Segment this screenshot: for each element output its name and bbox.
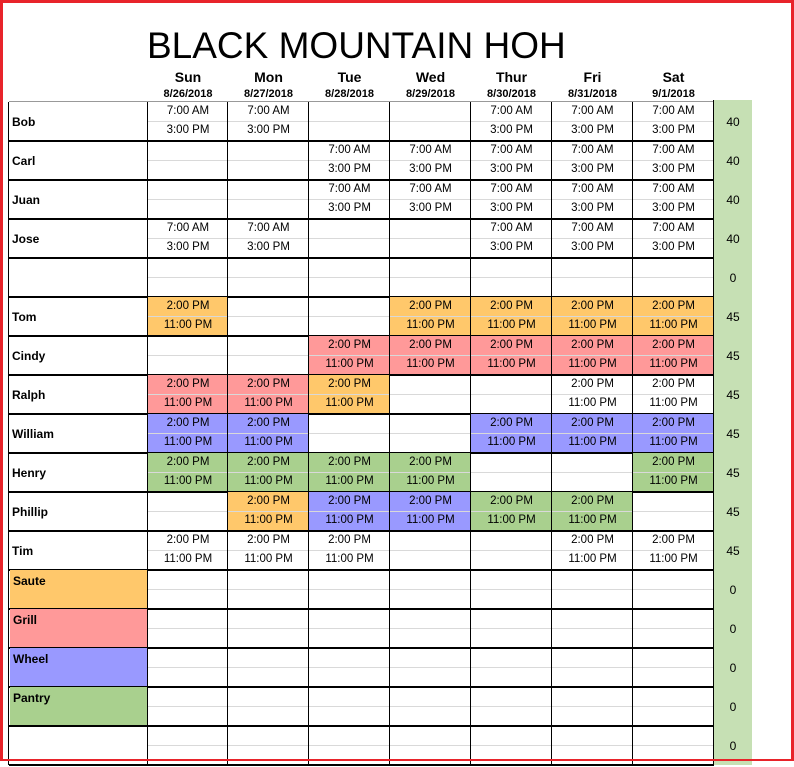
shift-start-time: 2:00 PM xyxy=(166,456,210,468)
employee-name-william[interactable]: William xyxy=(12,427,54,441)
shift-end-time: 11:00 PM xyxy=(163,436,213,448)
employee-name-phillip[interactable]: Phillip xyxy=(12,505,48,519)
shift-end-time: 11:00 PM xyxy=(244,553,293,565)
row-mid-gridline xyxy=(148,355,714,356)
shift-start-time: 2:00 PM xyxy=(247,417,290,429)
day-header-mon: Mon xyxy=(254,69,283,85)
shift-end-time: 3:00 PM xyxy=(166,124,210,136)
shift-end-time: 11:00 PM xyxy=(163,475,213,487)
day-header-fri: Fri xyxy=(583,69,602,85)
shift-start-time: 2:00 PM xyxy=(247,456,290,468)
column-gridline xyxy=(147,102,148,765)
shift-end-time: 11:00 PM xyxy=(244,436,293,448)
shift-end-time: 11:00 PM xyxy=(649,436,698,448)
shift-start-time: 7:00 AM xyxy=(328,183,371,195)
shift-end-time: 11:00 PM xyxy=(406,358,455,370)
employee-name-cindy[interactable]: Cindy xyxy=(12,349,46,363)
row-mid-gridline xyxy=(148,628,714,629)
row-mid-gridline xyxy=(148,472,714,473)
shift-end-time: 11:00 PM xyxy=(325,553,374,565)
day-date-mon: 8/27/2018 xyxy=(244,88,293,100)
shift-end-time: 3:00 PM xyxy=(490,241,533,253)
row-mid-gridline xyxy=(148,706,714,707)
column-gridline xyxy=(713,102,714,765)
shift-start-time: 2:00 PM xyxy=(652,339,695,351)
weekly-hours-total[interactable]: 0 xyxy=(714,648,752,687)
shift-end-time: 3:00 PM xyxy=(571,202,614,214)
shift-start-time: 2:00 PM xyxy=(490,300,533,312)
shift-start-time: 2:00 PM xyxy=(409,495,452,507)
shift-end-time: 3:00 PM xyxy=(409,202,452,214)
shift-start-time: 2:00 PM xyxy=(652,534,695,546)
shift-start-time: 2:00 PM xyxy=(247,534,290,546)
grid-top-line xyxy=(9,101,714,102)
shift-start-time: 7:00 AM xyxy=(652,183,695,195)
shift-end-time: 11:00 PM xyxy=(163,397,213,409)
shift-end-time: 3:00 PM xyxy=(571,163,614,175)
employee-name-carl[interactable]: Carl xyxy=(12,154,36,168)
shift-end-time: 11:00 PM xyxy=(163,319,213,331)
day-date-fri: 8/31/2018 xyxy=(568,88,617,100)
weekly-hours-total[interactable]: 45 xyxy=(714,531,752,570)
employee-name-henry[interactable]: Henry xyxy=(12,466,47,480)
shift-start-time: 7:00 AM xyxy=(409,183,452,195)
weekly-hours-total[interactable]: 0 xyxy=(714,687,752,726)
shift-end-time: 11:00 PM xyxy=(487,358,536,370)
day-date-sat: 9/1/2018 xyxy=(652,88,695,100)
day-header-sun: Sun xyxy=(174,69,202,85)
shift-start-time: 2:00 PM xyxy=(652,378,695,390)
shift-end-time: 3:00 PM xyxy=(490,124,533,136)
shift-start-time: 2:00 PM xyxy=(409,300,452,312)
shift-end-time: 11:00 PM xyxy=(487,514,536,526)
day-header-thur: Thur xyxy=(495,69,528,85)
weekly-hours-total[interactable]: 45 xyxy=(714,453,752,492)
shift-end-time: 11:00 PM xyxy=(163,553,213,565)
shift-start-time: 2:00 PM xyxy=(571,534,614,546)
weekly-hours-total[interactable]: 45 xyxy=(714,297,752,336)
row-mid-gridline xyxy=(148,745,714,746)
weekly-hours-total[interactable]: 45 xyxy=(714,336,752,375)
shift-start-time: 2:00 PM xyxy=(490,495,533,507)
shift-end-time: 3:00 PM xyxy=(166,241,210,253)
shift-end-time: 3:00 PM xyxy=(247,241,290,253)
row-mid-gridline xyxy=(148,550,714,551)
weekly-hours-total[interactable]: 45 xyxy=(714,375,752,414)
column-gridline xyxy=(8,102,9,765)
shift-end-time: 11:00 PM xyxy=(325,358,374,370)
shift-end-time: 3:00 PM xyxy=(571,241,614,253)
shift-start-time: 7:00 AM xyxy=(328,144,371,156)
shift-start-time: 2:00 PM xyxy=(490,339,533,351)
shift-start-time: 7:00 AM xyxy=(652,144,695,156)
employee-name-empty[interactable] xyxy=(9,726,148,765)
shift-start-time: 2:00 PM xyxy=(571,378,614,390)
weekly-hours-total[interactable]: 40 xyxy=(714,141,752,180)
row-mid-gridline xyxy=(148,199,714,200)
employee-name-juan[interactable]: Juan xyxy=(12,193,41,207)
shift-start-time: 2:00 PM xyxy=(571,339,614,351)
shift-end-time: 11:00 PM xyxy=(244,514,293,526)
shift-start-time: 2:00 PM xyxy=(247,378,290,390)
row-mid-gridline xyxy=(148,238,714,239)
shift-end-time: 11:00 PM xyxy=(325,475,374,487)
shift-end-time: 3:00 PM xyxy=(652,202,695,214)
day-date-thur: 8/30/2018 xyxy=(487,88,536,100)
row-mid-gridline xyxy=(148,394,714,395)
shift-start-time: 7:00 AM xyxy=(247,105,290,117)
shift-start-time: 7:00 AM xyxy=(571,105,614,117)
shift-end-time: 11:00 PM xyxy=(487,436,536,448)
row-mid-gridline xyxy=(148,589,714,590)
legend-wheel[interactable]: Wheel xyxy=(10,648,148,687)
weekly-hours-total[interactable]: 0 xyxy=(714,609,752,648)
shift-end-time: 11:00 PM xyxy=(649,397,698,409)
shift-start-time: 2:00 PM xyxy=(328,339,371,351)
shift-end-time: 11:00 PM xyxy=(406,475,455,487)
legend-saute[interactable]: Saute xyxy=(10,570,148,609)
row-mid-gridline xyxy=(148,121,714,122)
shift-start-time: 2:00 PM xyxy=(490,417,533,429)
shift-start-time: 7:00 AM xyxy=(490,183,533,195)
shift-end-time: 11:00 PM xyxy=(649,553,698,565)
shift-end-time: 11:00 PM xyxy=(649,319,698,331)
shift-end-time: 11:00 PM xyxy=(244,397,293,409)
shift-start-time: 7:00 AM xyxy=(571,222,614,234)
shift-end-time: 3:00 PM xyxy=(490,202,533,214)
shift-end-time: 11:00 PM xyxy=(649,475,698,487)
shift-end-time: 11:00 PM xyxy=(568,358,617,370)
shift-start-time: 2:00 PM xyxy=(328,378,371,390)
day-date-wed: 8/29/2018 xyxy=(406,88,455,100)
column-gridline xyxy=(227,102,228,765)
shift-end-time: 11:00 PM xyxy=(325,514,374,526)
shift-start-time: 2:00 PM xyxy=(247,495,290,507)
employee-name-tim[interactable]: Tim xyxy=(12,544,34,558)
row-mid-gridline xyxy=(148,667,714,668)
day-header-wed: Wed xyxy=(415,69,446,85)
employee-name-ralph[interactable]: Ralph xyxy=(12,388,46,402)
shift-start-time: 2:00 PM xyxy=(166,534,210,546)
header-column-gridline xyxy=(713,100,714,102)
shift-start-time: 7:00 AM xyxy=(247,222,290,234)
row-mid-gridline xyxy=(148,511,714,512)
row-gridline xyxy=(9,764,714,766)
shift-start-time: 7:00 AM xyxy=(490,222,533,234)
column-gridline xyxy=(551,102,552,765)
day-date-tue: 8/28/2018 xyxy=(325,88,374,100)
shift-start-time: 2:00 PM xyxy=(571,300,614,312)
employee-name-bob[interactable]: Bob xyxy=(12,115,36,129)
shift-end-time: 11:00 PM xyxy=(568,514,617,526)
shift-start-time: 7:00 AM xyxy=(166,222,210,234)
weekly-hours-total[interactable]: 0 xyxy=(714,570,752,609)
employee-name-tom[interactable]: Tom xyxy=(12,310,37,324)
day-header-sat: Sat xyxy=(662,69,685,85)
shift-start-time: 2:00 PM xyxy=(652,456,695,468)
column-gridline xyxy=(389,102,390,765)
shift-start-time: 7:00 AM xyxy=(652,222,695,234)
column-gridline xyxy=(632,102,633,765)
shift-end-time: 3:00 PM xyxy=(652,163,695,175)
shift-start-time: 2:00 PM xyxy=(328,495,371,507)
shift-start-time: 7:00 AM xyxy=(571,144,614,156)
shift-end-time: 11:00 PM xyxy=(568,319,617,331)
shift-start-time: 2:00 PM xyxy=(652,417,695,429)
shift-start-time: 7:00 AM xyxy=(490,105,533,117)
weekly-hours-total[interactable]: 0 xyxy=(714,726,752,765)
column-gridline xyxy=(308,102,309,765)
shift-end-time: 11:00 PM xyxy=(649,358,698,370)
shift-end-time: 11:00 PM xyxy=(244,475,293,487)
shift-end-time: 11:00 PM xyxy=(568,553,617,565)
shift-start-time: 2:00 PM xyxy=(409,456,452,468)
shift-start-time: 2:00 PM xyxy=(166,300,210,312)
weekly-hours-total[interactable]: 40 xyxy=(714,180,752,219)
legend-grill[interactable]: Grill xyxy=(10,609,148,648)
weekly-hours-total[interactable]: 40 xyxy=(714,102,752,141)
shift-start-time: 7:00 AM xyxy=(490,144,533,156)
shift-start-time: 7:00 AM xyxy=(166,105,210,117)
row-mid-gridline xyxy=(148,277,714,278)
weekly-hours-total[interactable]: 0 xyxy=(714,258,752,297)
shift-end-time: 3:00 PM xyxy=(247,124,290,136)
shift-start-time: 7:00 AM xyxy=(652,105,695,117)
employee-name-empty[interactable] xyxy=(9,258,148,297)
shift-start-time: 2:00 PM xyxy=(571,417,614,429)
shift-start-time: 7:00 AM xyxy=(409,144,452,156)
shift-end-time: 11:00 PM xyxy=(568,436,617,448)
shift-start-time: 2:00 PM xyxy=(328,534,371,546)
day-header-tue: Tue xyxy=(337,69,362,85)
shift-start-time: 2:00 PM xyxy=(166,417,210,429)
shift-start-time: 2:00 PM xyxy=(328,456,371,468)
weekly-hours-total[interactable]: 45 xyxy=(714,492,752,531)
shift-start-time: 7:00 AM xyxy=(571,183,614,195)
shift-end-time: 11:00 PM xyxy=(487,319,536,331)
shift-end-time: 11:00 PM xyxy=(406,319,455,331)
weekly-hours-total[interactable]: 45 xyxy=(714,414,752,453)
row-mid-gridline xyxy=(148,316,714,317)
shift-end-time: 3:00 PM xyxy=(571,124,614,136)
row-mid-gridline xyxy=(148,433,714,434)
day-date-sun: 8/26/2018 xyxy=(163,88,213,100)
shift-end-time: 3:00 PM xyxy=(328,202,371,214)
employee-name-jose[interactable]: Jose xyxy=(12,232,40,246)
shift-end-time: 3:00 PM xyxy=(409,163,452,175)
column-gridline xyxy=(470,102,471,765)
shift-start-time: 2:00 PM xyxy=(166,378,210,390)
shift-end-time: 3:00 PM xyxy=(652,124,695,136)
weekly-hours-total[interactable]: 40 xyxy=(714,219,752,258)
shift-start-time: 2:00 PM xyxy=(409,339,452,351)
shift-start-time: 2:00 PM xyxy=(571,495,614,507)
row-mid-gridline xyxy=(148,160,714,161)
shift-end-time: 3:00 PM xyxy=(490,163,533,175)
shift-end-time: 11:00 PM xyxy=(406,514,455,526)
schedule-title: BLACK MOUNTAIN HOH xyxy=(147,25,566,66)
shift-end-time: 3:00 PM xyxy=(328,163,371,175)
legend-pantry[interactable]: Pantry xyxy=(10,687,148,726)
shift-end-time: 11:00 PM xyxy=(568,397,617,409)
shift-end-time: 11:00 PM xyxy=(325,397,374,409)
shift-start-time: 2:00 PM xyxy=(652,300,695,312)
shift-end-time: 3:00 PM xyxy=(652,241,695,253)
